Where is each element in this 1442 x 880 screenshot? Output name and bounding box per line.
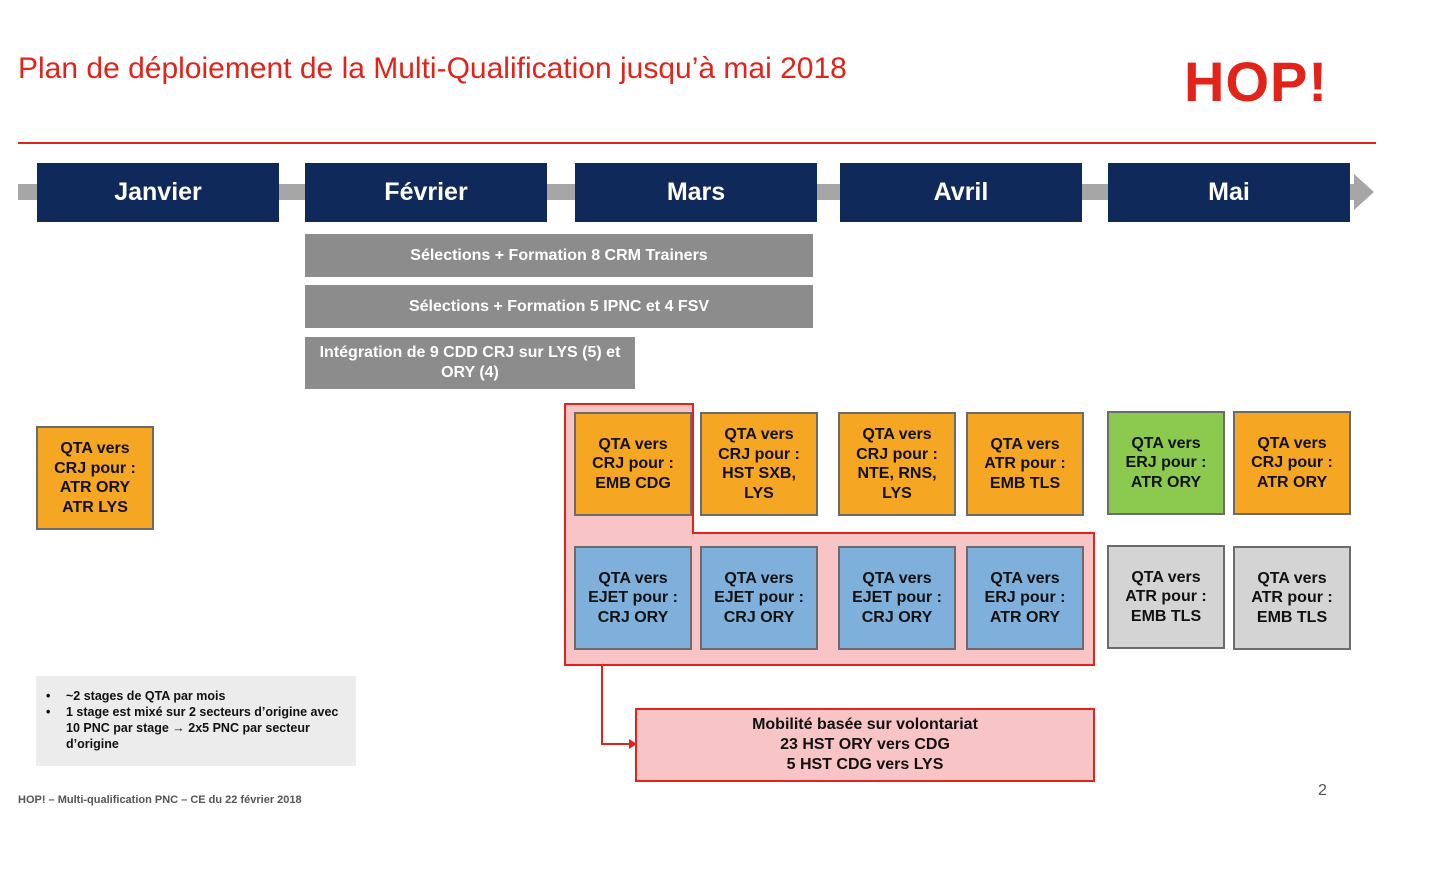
bar-crm-trainers-label: Sélections + Formation 8 CRM Trainers xyxy=(410,246,708,264)
qta-mai-top-1 xyxy=(1107,411,1225,515)
qta-mars-bottom-1 xyxy=(574,546,692,650)
qta-mars-bottom-2-label: QTA vers EJET pour : CRJ ORY xyxy=(714,569,804,626)
qta-avril-bottom-1-label: QTA vers EJET pour : CRJ ORY xyxy=(852,569,942,626)
timeline-arrow-icon xyxy=(1354,174,1374,210)
qta-avril-top-2 xyxy=(966,412,1084,516)
bar-crm-trainers xyxy=(305,234,813,277)
mobility-line-2: 23 HST ORY vers CDG xyxy=(780,736,950,753)
mobility-line-1: Mobilité basée sur volontariat xyxy=(752,716,978,733)
qta-janvier xyxy=(36,426,154,530)
qta-avril-top-1 xyxy=(838,412,956,516)
bar-integration-cdd-label: Intégration de 9 CDD CRJ sur LYS (5) et ORY (4) xyxy=(319,344,621,381)
month-mars: Mars xyxy=(575,163,817,222)
bar-ipnc-fsv-label: Sélections + Formation 5 IPNC et 4 FSV xyxy=(408,297,710,315)
mobility-connector-arrow-icon xyxy=(595,664,639,750)
qta-mars-bottom-1-label: QTA vers EJET pour : CRJ ORY xyxy=(588,569,678,626)
qta-avril-bottom-2 xyxy=(966,546,1084,650)
month-janvier: Janvier xyxy=(37,163,279,222)
hop-logo xyxy=(1184,50,1384,114)
month-fevrier: Février xyxy=(305,163,547,222)
qta-mars-top-2-label: QTA vers CRJ pour : HST SXB, LYS xyxy=(718,426,800,502)
qta-avril-top-2-label: QTA vers ATR pour : EMB TLS xyxy=(984,435,1066,492)
title-divider xyxy=(18,142,1376,144)
qta-mai-bottom-2 xyxy=(1233,546,1351,650)
qta-avril-top-1-label: QTA vers CRJ pour : NTE, RNS, LYS xyxy=(856,426,938,502)
qta-mai-top-2 xyxy=(1233,411,1351,515)
page-number: 2 xyxy=(1318,782,1327,799)
qta-mars-top-1-label: QTA vers CRJ pour : EMB CDG xyxy=(592,435,674,492)
qta-mars-top-1 xyxy=(574,412,692,516)
qta-mars-top-2 xyxy=(700,412,818,516)
qta-janvier-label: QTA vers CRJ pour : ATR ORY ATR LYS xyxy=(54,440,136,516)
qta-mai-top-2-label: QTA vers CRJ pour : ATR ORY xyxy=(1251,434,1333,491)
page-title: Plan de déploiement de la Multi-Qualification jusqu’à mai 2018 xyxy=(18,52,847,85)
qta-avril-bottom-1 xyxy=(838,546,956,650)
bar-ipnc-fsv xyxy=(305,285,813,328)
note-item: • ~2 stages de QTA par mois xyxy=(66,688,346,704)
month-avril: Avril xyxy=(840,163,1082,222)
qta-avril-bottom-2-label: QTA vers ERJ pour : ATR ORY xyxy=(984,569,1066,626)
qta-mai-bottom-1 xyxy=(1107,545,1225,649)
logo-text: HOP! xyxy=(1184,50,1328,113)
qta-mai-bottom-2-label: QTA vers ATR pour : EMB TLS xyxy=(1251,569,1333,626)
mobility-line-3: 5 HST CDG vers LYS xyxy=(786,756,944,773)
qta-mai-top-1-label: QTA vers ERJ pour : ATR ORY xyxy=(1125,434,1207,491)
notes-box xyxy=(36,676,356,766)
qta-mai-bottom-1-label: QTA vers ATR pour : EMB TLS xyxy=(1125,568,1207,625)
month-mai: Mai xyxy=(1108,163,1350,222)
note-item: • 1 stage est mixé sur 2 secteurs d’origine avec 10 PNC par stage → 2x5 PNC par secteur d’origine xyxy=(66,704,346,752)
footer-text: HOP! – Multi-qualification PNC – CE du 22 février 2018 xyxy=(18,794,302,806)
qta-mars-bottom-2 xyxy=(700,546,818,650)
mobility-box xyxy=(635,708,1095,782)
bar-integration-cdd xyxy=(305,337,635,389)
